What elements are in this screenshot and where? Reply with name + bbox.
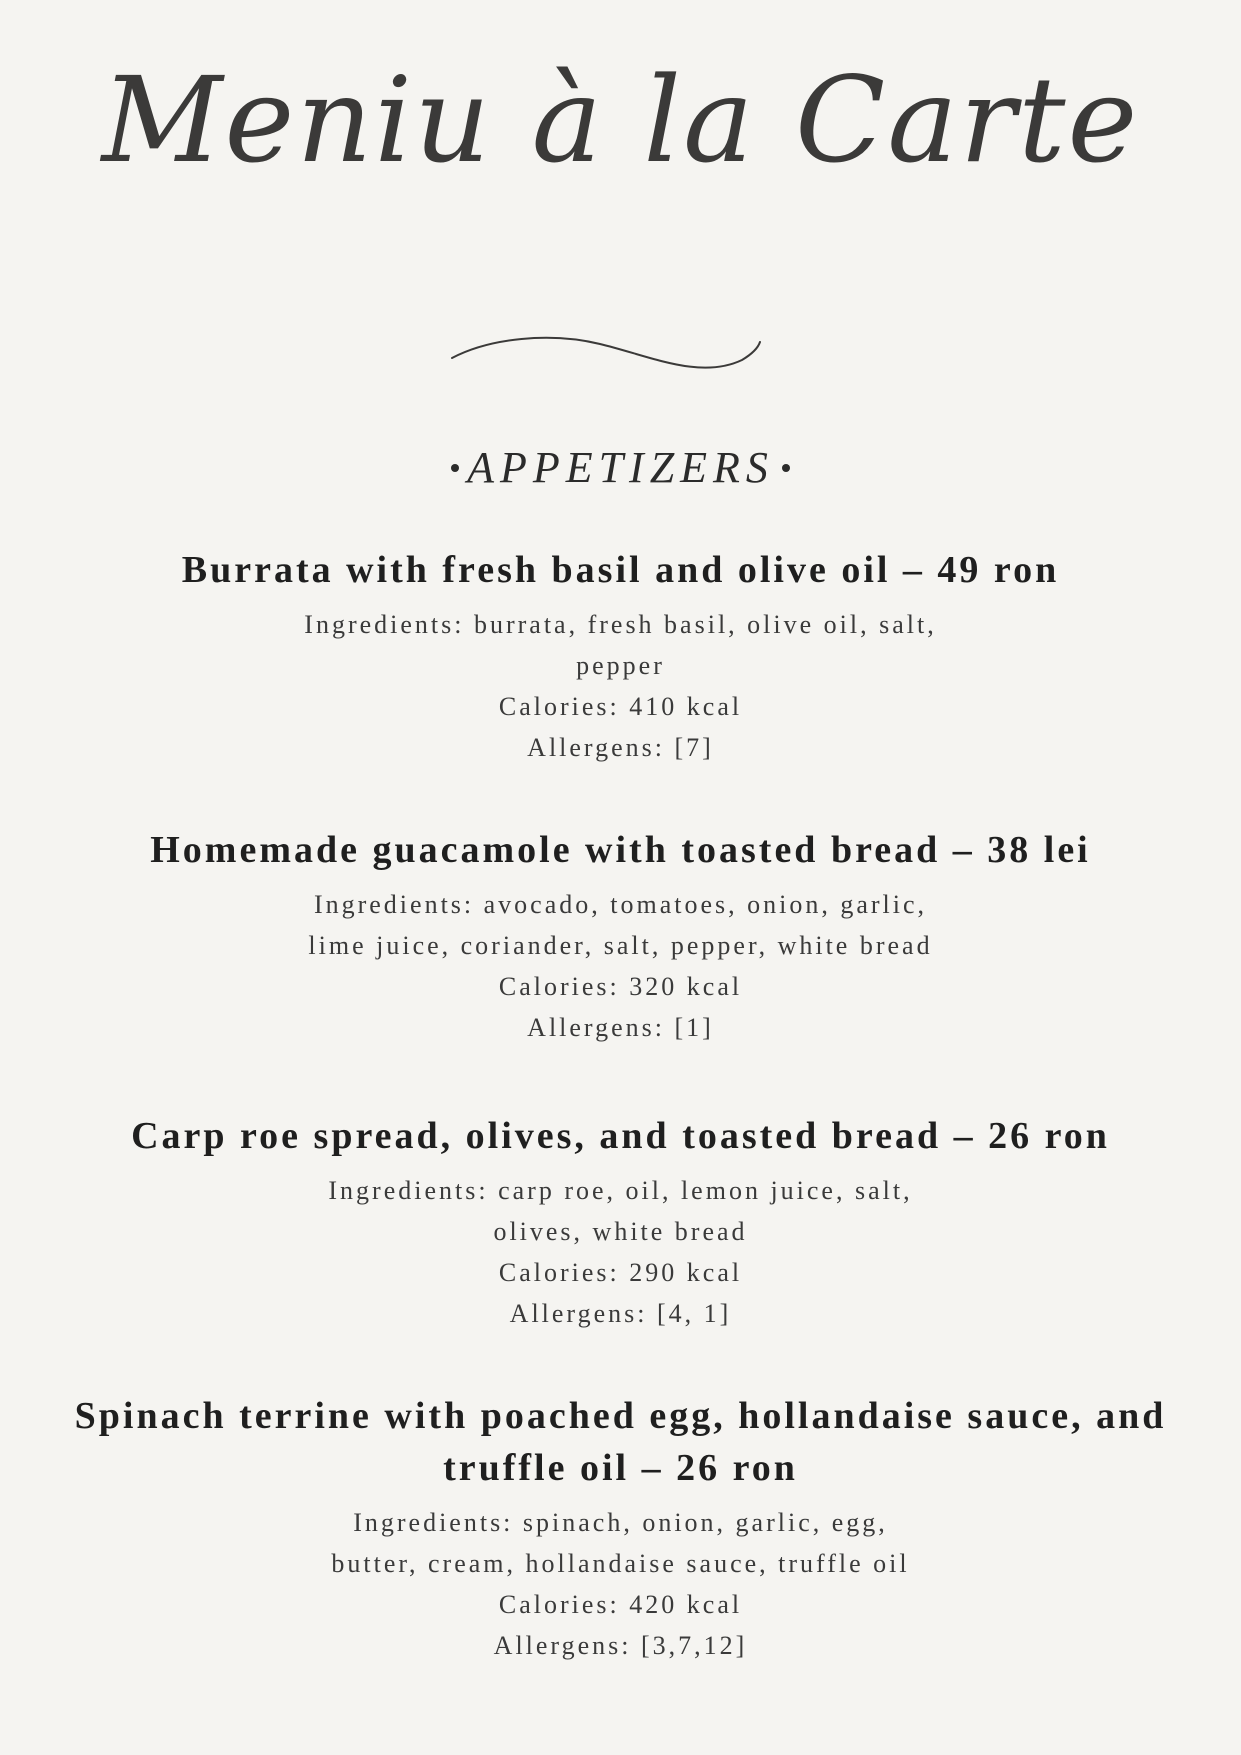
dish-ingredients-line: Ingredients: burrata, fresh basil, olive oil, salt, [304, 610, 937, 639]
bullet-dot-icon [782, 464, 790, 472]
dish-item [40, 1110, 1201, 1334]
dish-ingredients-line: Ingredients: avocado, tomatoes, onion, garlic, [313, 890, 928, 919]
section-heading [0, 438, 1241, 498]
menu-title: Meniu à la Carte [101, 51, 1140, 189]
bullet-dot-icon [451, 464, 459, 472]
dish-ingredients-line: olives, white bread [493, 1217, 748, 1246]
dish-ingredients-line: Ingredients: spinach, onion, garlic, egg, [353, 1508, 888, 1537]
dish-ingredients [40, 1502, 1201, 1584]
dish-item [40, 824, 1201, 1048]
dish-allergens: Allergens: [7] [527, 733, 714, 762]
dish-name: Homemade guacamole with toasted bread – 38 lei [150, 829, 1091, 871]
dish-name: Carp roe spread, olives, and toasted bread – 26 ron [131, 1115, 1110, 1157]
dish-calories: Calories: 320 kcal [498, 972, 743, 1001]
dish-ingredients-line: Ingredients: carp roe, oil, lemon juice, salt, [328, 1176, 913, 1205]
decorative-swash-icon [450, 330, 762, 380]
dish-name: Spinach terrine with poached egg, hollandaise sauce, and [74, 1395, 1167, 1437]
dish-name: Burrata with fresh basil and olive oil – 49 ron [181, 549, 1060, 591]
section-label: APPETIZERS [467, 443, 774, 492]
dish-ingredients [40, 884, 1201, 966]
dish-item [40, 1390, 1201, 1666]
dish-calories: Calories: 290 kcal [498, 1258, 743, 1287]
dish-allergens: Allergens: [3,7,12] [493, 1631, 748, 1660]
dish-ingredients-line: butter, cream, hollandaise sauce, truffle oil [331, 1549, 910, 1578]
dish-allergens: Allergens: [4, 1] [509, 1299, 732, 1328]
dish-name: truffle oil – 26 ron [443, 1447, 798, 1489]
dish-ingredients-line: lime juice, coriander, salt, pepper, white bread [308, 931, 933, 960]
dish-ingredients-line: pepper [576, 651, 665, 680]
dish-ingredients [40, 604, 1201, 686]
dish-ingredients [40, 1170, 1201, 1252]
dish-allergens: Allergens: [1] [527, 1013, 714, 1042]
dish-calories: Calories: 420 kcal [498, 1590, 743, 1619]
dish-calories: Calories: 410 kcal [498, 692, 743, 721]
dish-item [40, 544, 1201, 768]
